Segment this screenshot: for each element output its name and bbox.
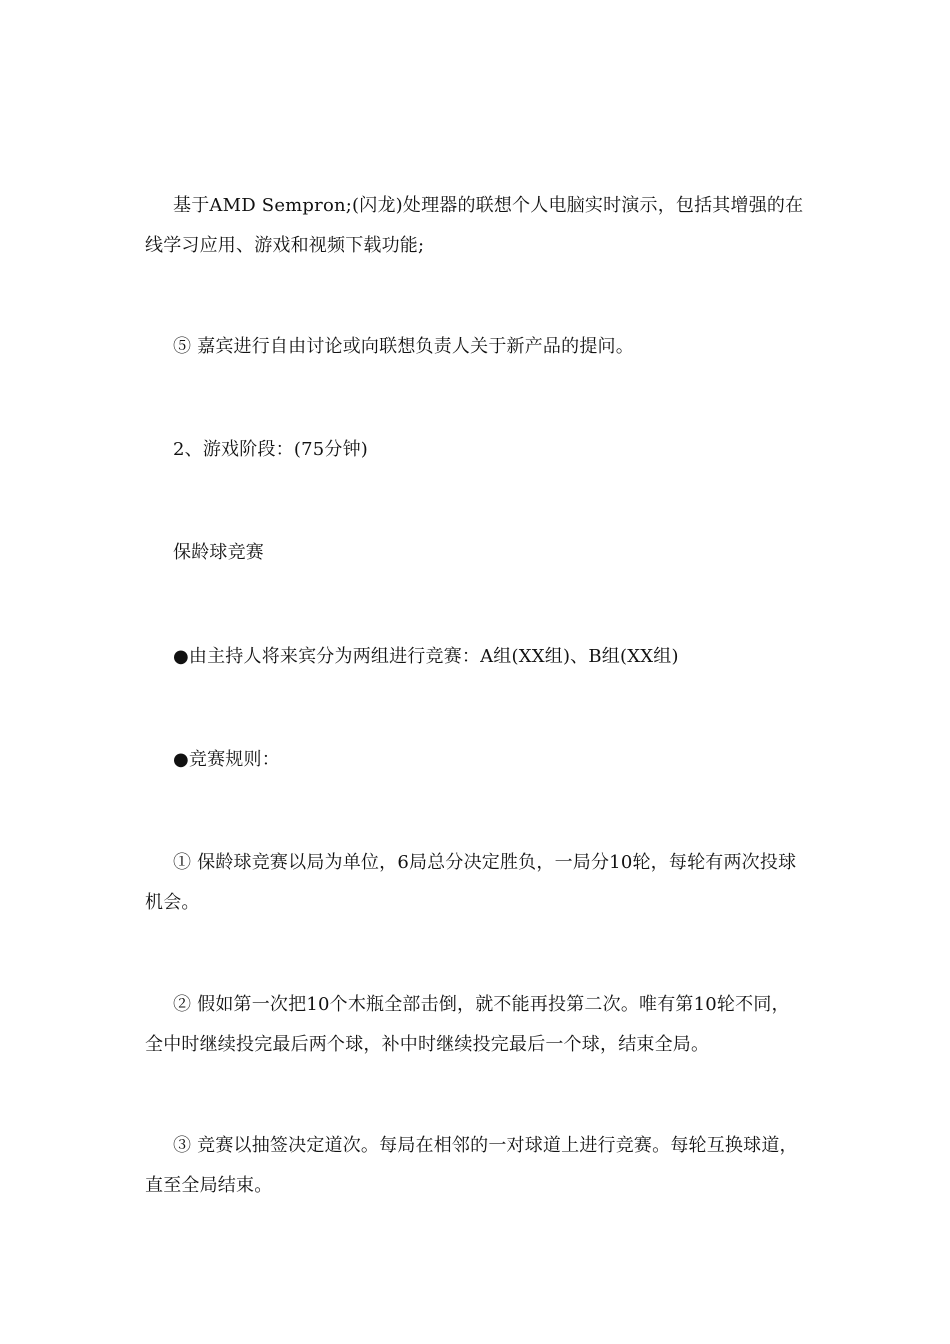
heading-game-stage: 2、游戏阶段：(75分钟)	[173, 439, 369, 460]
heading-competition-rules: ●竞赛规则：	[173, 749, 280, 770]
heading-bowling-competition: 保龄球竞赛	[173, 542, 264, 563]
rule-item-2: ② 假如第一次把10个木瓶全部击倒，就不能再投第二次。唯有第10轮不同，全中时继续投完最后两个球，补中时继续投完最后一个球，结束全局。	[145, 994, 790, 1055]
paragraph-team-division: ●由主持人将来宾分为两组进行竞赛：A组(XX组)、B组(XX组)	[173, 646, 679, 667]
paragraph-product-demo: 基于AMD Sempron;(闪龙)处理器的联想个人电脑实时演示，包括其增强的在线学习应用、游戏和视频下载功能;	[145, 195, 804, 256]
rule-item-3: ③ 竞赛以抽签决定道次。每局在相邻的一对球道上进行竞赛。每轮互换球道，直至全局结束。	[145, 1135, 798, 1196]
rule-item-1: ① 保龄球竞赛以局为单位，6局总分决定胜负，一局分10轮，每轮有两次投球机会。	[145, 852, 797, 913]
paragraph-guest-discussion: ⑤ 嘉宾进行自由讨论或向联想负责人关于新产品的提问。	[173, 336, 634, 357]
